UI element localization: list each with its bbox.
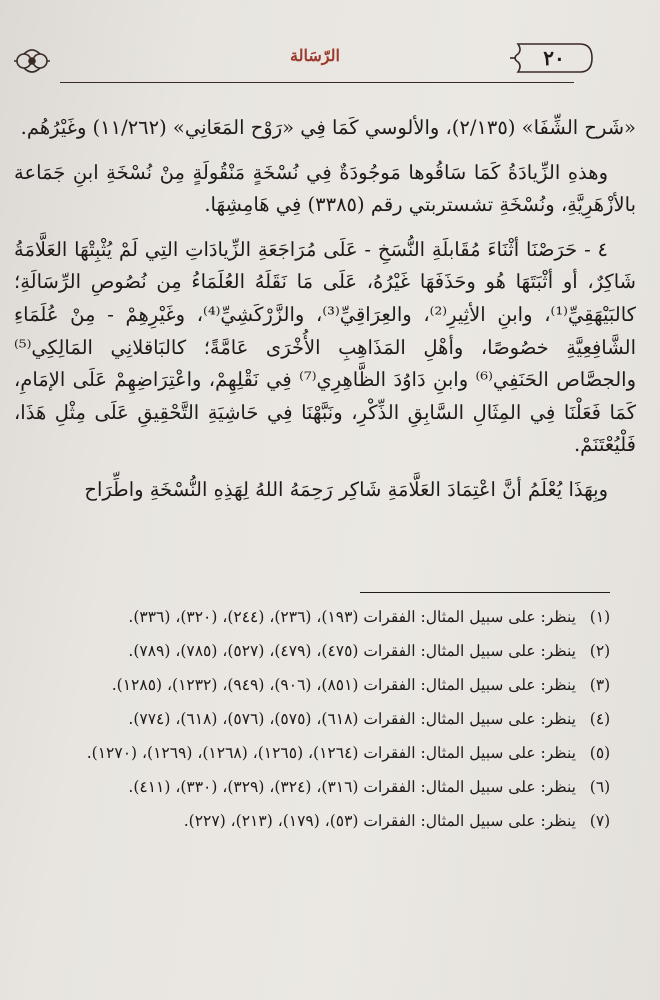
page-number: ٢٠ <box>543 46 565 70</box>
footnote-text: ينظر: على سبيل المثال: الفقرات (٨٥١)، (٩٠٦)، (٩٤٩)، (١٢٣٢)، (١٢٨٥). <box>111 676 576 694</box>
paragraph-3: ٤ - حَرَصْنَا أثْنَاءَ مُقَابلَةِ النُّسَخِ - عَلَى مُرَاجَعَةِ الزِّيادَاتِ التِي لَمْ يُثْبِتْهَا العَلَّامَةُ شَاكِرٌ، أو أثْبَتَهَا هُو وحَذَفَهَا غَيْرُهُ، عَلَى مَا نَقَلَهُ العُلَمَاءُ مِن نُصُوصِ الرِّسَالَةِ؛ كالبَيْهَقِيِّ⁽¹⁾، وابنِ الأثِيرِ⁽²⁾، والعِرَاقِيِّ⁽³⁾، والزَّرْكَشِيِّ⁽⁴⁾، وغَيْرِهِمْ - مِنْ عُلَمَاءِ الشَّافِعِيَّةِ خصُوصًا، وأهْلِ المَذَاهِبِ الأُخْرَى عَامَّةً؛ كالبَاقلانِي المَالِكِي⁽⁵⁾ والجصَّاص الحَنَفِي⁽⁶⁾ وابنِ دَاوُدَ الظَّاهِرِي⁽⁷⁾ فِي نَقْلِهِمْ، واعْتِرَاضِهِمْ عَلَى الإمَامِ، كَمَا فَعَلْنَا فِي المِثَالِ السَّابِقِ الذِّكْرِ، ونَبَّهْنَا فِي حَاشِيَةِ التَّحْقِيقِ عَلَى مِثْلِ هَذَا، فَلْيُعْتَنَمْ. <box>14 237 636 457</box>
footnote-text: ينظر: على سبيل المثال: الفقرات (٣١٦)، (٣٢٤)، (٣٢٩)، (٣٣٠)، (٤١١). <box>128 778 576 796</box>
footnote-7 <box>30 808 620 834</box>
footnote-text: ينظر: على سبيل المثال: الفقرات (٥٣)، (١٧٩)، (٢١٣)، (٢٢٧). <box>183 812 576 830</box>
footnote-number: (٢) <box>589 642 611 660</box>
footnote-number: (٣) <box>589 676 611 694</box>
header-rule <box>60 82 574 83</box>
page-header <box>0 32 660 92</box>
footnote-number: (١) <box>589 608 611 626</box>
footnote-6 <box>30 774 620 800</box>
footnote-separator <box>360 592 610 593</box>
footnote-number: (٥) <box>589 744 611 762</box>
floral-ornament-icon <box>12 44 52 78</box>
footnote-4 <box>30 706 620 732</box>
footnote-5 <box>30 740 620 766</box>
footnotes <box>30 604 620 842</box>
footnote-text: ينظر: على سبيل المثال: الفقرات (٦١٨)، (٥٧٥)، (٥٧٦)، (٦١٨)، (٧٧٤). <box>128 710 576 728</box>
main-text <box>14 112 636 507</box>
footnote-number: (٤) <box>589 710 611 728</box>
footnote-text: ينظر: على سبيل المثال: الفقرات (١٩٣)، (٢٣٦)، (٢٤٤)، (٣٢٠)، (٣٣٦). <box>128 608 576 626</box>
footnote-text: ينظر: على سبيل المثال: الفقرات (١٢٦٤)، (١٢٦٥)، (١٢٦٨)، (١٢٦٩)، (١٢٧٠). <box>86 744 576 762</box>
footnote-number: (٧) <box>589 812 611 830</box>
footnote-number: (٦) <box>589 778 611 796</box>
paragraph-1: «شَرح الشِّفَا» (٢/١٣٥)، والألوسي كَمَا فِي «رَوْح المَعَانِي» (١١/٢٦٢) وغَيْرُهُم. <box>20 116 636 139</box>
footnote-2 <box>30 638 620 664</box>
footnote-text: ينظر: على سبيل المثال: الفقرات (٤٧٥)، (٤٧٩)، (٥٢٧)، (٧٨٥)، (٧٨٩). <box>128 642 576 660</box>
paragraph-2: وهذهِ الزِّيادَةُ كَمَا سَاقُوها مَوجُودَةٌ فِي نُسْخَةٍ مَنْقُولَةٍ مِنْ نُسْخَةِ ابنِ جَمَاعة بالأزْهَرِيَّةِ، ونُسْخَةِ تشستربتي رقم (٣٣٨٥) فِي هَامِشِهَا. <box>14 160 636 217</box>
footnote-1 <box>30 604 620 630</box>
paragraph-4: وبِهَذَا يُعْلَمُ أنَّ اعْتِمَادَ العَلَّامَةِ شَاكِر رَحِمَهُ اللهُ لِهَذِهِ النُّسْخَةِ واطِّرَاح <box>84 477 608 501</box>
footnote-3 <box>30 672 620 698</box>
running-title: الرّسَالة <box>290 46 340 65</box>
